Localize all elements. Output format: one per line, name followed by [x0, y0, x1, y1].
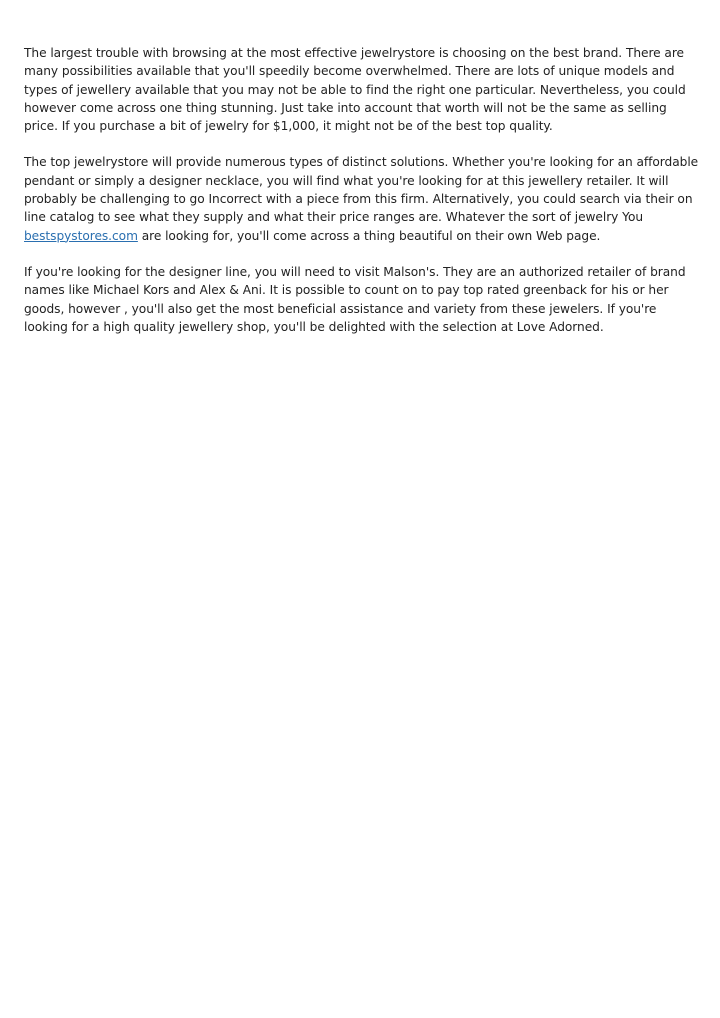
paragraph-3: If you're looking for the designer line, you will need to visit Malson's. They are an authorized retailer of brand names like Michael Kors and Alex & Ani. It is possible to count on to pay top rated greenback for his or her goods, however , you'll also get the most beneficial assistance and variety from these jewelers. If you're looking for a high quality jewellery shop, you'll be delighted with the selection at Love Adorned.: [24, 264, 686, 334]
bestspystores-link[interactable]: bestspystores.com: [24, 228, 138, 243]
paragraph-1: The largest trouble with browsing at the most effective jewelrystore is choosing on the best brand. There are many possibilities available that you'll speedily become overwhelmed. There are lots of unique models and types of jewellery available that you may not be able to find the right one particular. Nevertheless, you could however come across one thing stunning. Just take into account that worth will not be the same as selling price. If you purchase a bit of jewelry for $1,000, it might not be of the best top quality.: [24, 46, 686, 134]
document-body: [24, 44, 700, 354]
paragraph-2-text-before-link: The top jewelrystore will provide numerous types of distinct solutions. Whether you're looking for an affordable pendant or simply a designer necklace, you will find what you're looking for at this jewellery retailer. It will probably be challenging to go Incorrect with a piece from this firm. Alternatively, you could search via their on line catalog to see what they supply and what their price ranges are. Whatever the sort of jewelry You: [24, 155, 699, 225]
paragraph-2: [24, 153, 700, 244]
paragraph-2-text-after-link: are looking for, you'll come across a thing beautiful on their own Web page.: [137, 228, 601, 243]
